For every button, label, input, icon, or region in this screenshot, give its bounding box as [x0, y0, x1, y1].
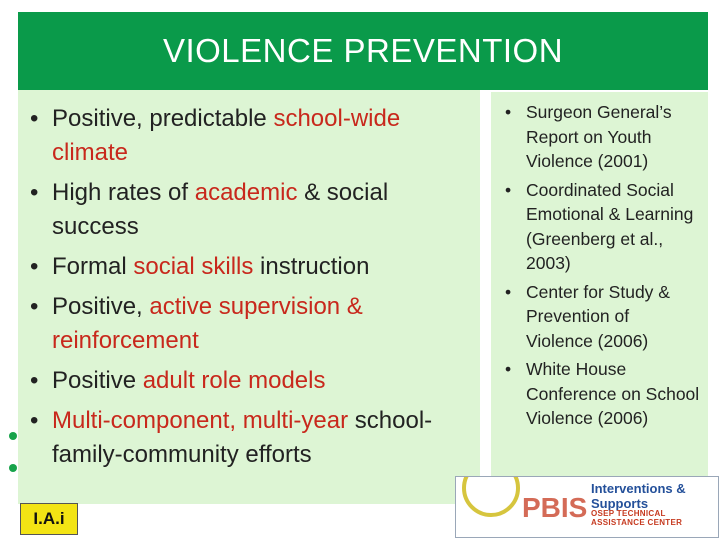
bullet-text: instruction — [253, 253, 370, 280]
highlight-text: active supervision & reinforcement — [52, 293, 363, 354]
bullet-item — [30, 250, 470, 284]
left-bullet-panel — [18, 90, 480, 504]
pbis-logo — [455, 476, 719, 538]
citation-item: • Coordinated Social Emotional & Learning (Greenberg et al., 2003) — [501, 178, 700, 276]
right-citation-panel — [491, 92, 708, 476]
logo-subtitle: OSEP TECHNICAL ASSISTANCE CENTER — [591, 509, 683, 527]
bullet-item — [30, 364, 470, 398]
circle-logo-icon — [462, 476, 520, 517]
bullet-text: Positive, predictable — [52, 105, 274, 132]
citation-list — [491, 92, 708, 431]
citation-item: • Surgeon General’s Report on Youth Violence (2001) — [501, 100, 700, 174]
logo-tagline: Interventions & Supports — [591, 481, 686, 511]
bullet-text: Formal — [52, 253, 134, 280]
citation-item: • White House Conference on School Violence (2006) — [501, 357, 700, 431]
bullet-text: & social success — [52, 179, 389, 240]
bullet-text: Positive — [52, 367, 143, 394]
highlight-text: school-wide climate — [52, 105, 401, 166]
bullet-text: High rates of — [52, 179, 195, 206]
highlight-text: Multi-component, multi-year — [52, 407, 349, 434]
bullet-item — [30, 102, 470, 170]
pbis-wordmark: PBIS — [522, 492, 588, 523]
dot-icon — [9, 464, 17, 472]
bullet-text: Positive, — [52, 293, 150, 320]
slide-code-badge: I.A.i — [20, 503, 78, 535]
bullet-text: school-family-community efforts — [52, 407, 433, 468]
partial-logo-left — [0, 424, 18, 484]
highlight-text: adult role models — [142, 367, 326, 394]
bullet-item — [30, 404, 470, 472]
slide-title: VIOLENCE PREVENTION — [18, 12, 708, 90]
dot-icon — [9, 432, 17, 440]
citation-item: • Center for Study & Prevention of Violence (2006) — [501, 280, 700, 354]
bullet-item — [30, 290, 470, 358]
left-bullet-list — [18, 90, 480, 472]
highlight-text: social skills — [133, 253, 254, 280]
highlight-text: academic — [194, 179, 298, 206]
bullet-item — [30, 176, 470, 244]
